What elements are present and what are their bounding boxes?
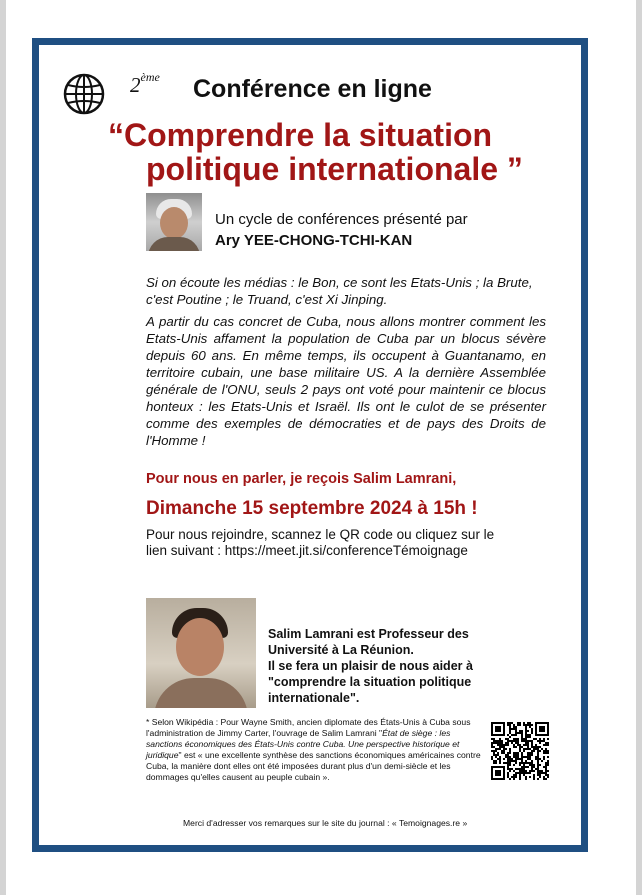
guest-line1: Salim Lamrani est Professeur des [268,627,469,641]
globe-icon [62,72,106,116]
footnote-part1: * Selon Wikipédia : Pour Wayne Smith, ancien diplomate des États-Unis à Cuba sous l'administration de Jimmy Carter, l'ouvrage de Salim Lamrani " [146,717,471,738]
conference-title: Conférence en ligne [193,75,432,103]
presenter-photo [146,193,202,251]
ordinal-number: 2 [130,73,141,97]
guest-photo [146,598,256,708]
intro-paragraph: Si on écoute les médias : le Bon, ce sont les Etats-Unis ; la Brute, c'est Poutine ; le Truand, c'est Xi Jinping. [146,275,533,307]
main-title-line2: politique internationale ” [146,151,523,187]
footnote [146,717,482,783]
guest-description [268,626,508,706]
guest-line2: Université à La Réunion. [268,643,414,657]
join-line2-prefix: lien suivant : [146,543,225,558]
ordinal-suffix: ème [140,70,160,84]
join-line1: Pour nous rejoindre, scannez le QR code ou cliquez sur le [146,527,495,542]
guest-line4: "comprendre la situation politique [268,675,472,689]
qr-code[interactable] [491,722,549,780]
event-date: Dimanche 15 septembre 2024 à 15h ! [146,498,478,519]
join-paragraph [146,527,546,559]
cycle-text: Un cycle de conférences présenté par [215,211,468,228]
guest-line5: internationale". [268,691,360,705]
body-paragraph: A partir du cas concret de Cuba, nous allons montrer comment les Etats-Unis affament la population de Cuba par un blocus sévère depuis 60 ans. En même temps, ils occupent à Guantanamo, en territoire cubain, une base militaire US. A la dernière Assemblée générale de l'ONU, seuls 2 pays ont voté pour maintenir ce blocus honteux : les Etats-Unis et Israël. Ils ont le culot de se présenter comme des exemples de démocraties et de pays des Droits de l'Homme ! [146,314,546,448]
footnote-part2: " est « une excellente synthèse des sanctions économiques américaines contre Cuba, la manière dont elles ont été imposées durant plus d'un demi-siècle et les dommages qu'elles causent au peuple cubain ». [146,750,481,782]
main-title-line1: “Comprendre la situation [108,117,493,153]
invite-text: Pour nous en parler, je reçois Salim Lamrani, [146,471,457,487]
footnote-book-title: État de siège : les sanctions économiques des États-Unis contre Cuba. Une perspective historique et juridique [146,728,460,760]
meeting-link[interactable]: https://meet.jit.si/conferenceTémoignage [224,543,468,558]
main-title [108,118,578,186]
closing-note: Merci d'adresser vos remarques sur le site du journal : « Temoignages.re » [183,818,468,828]
conference-ordinal [130,70,160,98]
presenter-name: Ary YEE-CHONG-TCHI-KAN [215,232,413,249]
guest-line3: Il se fera un plaisir de nous aider à [268,659,473,673]
